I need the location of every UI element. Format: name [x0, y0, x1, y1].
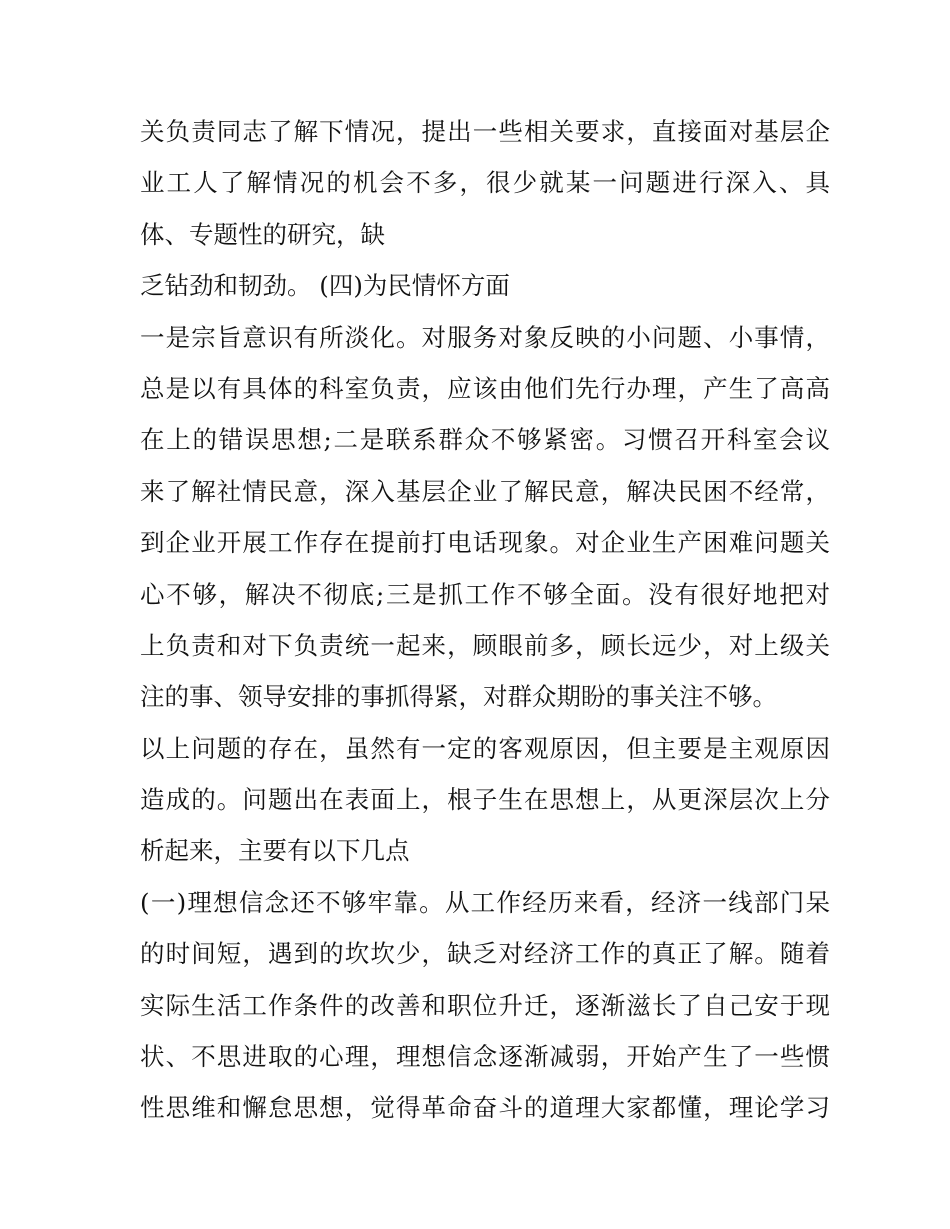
- text-line: 实际生活工作条件的改善和职位升迁，逐渐滋长了自己安于现: [140, 990, 830, 1020]
- text-line: 业工人了解情况的机会不多，很少就某一问题进行深入、具: [140, 168, 830, 198]
- text-line: (一)理想信念还不够牢靠。从工作经历来看，经济一线部门呆: [140, 887, 830, 917]
- text-line: 的时间短，遇到的坎坎少，缺乏对经济工作的真正了解。随着: [140, 939, 830, 969]
- text-line: 造成的。问题出在表面上，根子生在思想上，从更深层次上分: [140, 785, 830, 815]
- text-line: 心不够，解决不彻底;三是抓工作不够全面。没有很好地把对: [140, 579, 830, 609]
- text-line: 注的事、领导安排的事抓得紧，对群众期盼的事关注不够。: [140, 682, 777, 712]
- text-line: 上负责和对下负责统一起来，顾眼前多，顾长远少，对上级关: [140, 630, 830, 660]
- text-line: 体、专题性的研究，缺: [140, 219, 385, 249]
- text-line: 状、不思进取的心理，理想信念逐渐减弱，开始产生了一些惯: [140, 1042, 830, 1072]
- text-line: 来了解社情民意，深入基层企业了解民意，解决民困不经常，: [140, 476, 830, 506]
- text-line: 乏钻劲和韧劲。 (四)为民情怀方面: [140, 271, 510, 301]
- text-line: 到企业开展工作存在提前打电话现象。对企业生产困难问题关: [140, 528, 830, 558]
- text-line: 析起来，主要有以下几点: [140, 836, 410, 866]
- text-line: 总是以有具体的科室负责，应该由他们先行办理，产生了高高: [140, 373, 830, 403]
- text-line: 一是宗旨意识有所淡化。对服务对象反映的小问题、小事情，: [140, 322, 830, 352]
- text-line: 在上的错误思想;二是联系群众不够紧密。习惯召开科室会议: [140, 425, 830, 455]
- body-text: [140, 106, 830, 1134]
- text-line: 以上问题的存在，虽然有一定的客观原因，但主要是主观原因: [140, 733, 830, 763]
- text-line: 性思维和懈怠思想，觉得革命奋斗的道理大家都懂，理论学习: [140, 1093, 830, 1123]
- text-line: 关负责同志了解下情况，提出一些相关要求，直接面对基层企: [140, 117, 830, 146]
